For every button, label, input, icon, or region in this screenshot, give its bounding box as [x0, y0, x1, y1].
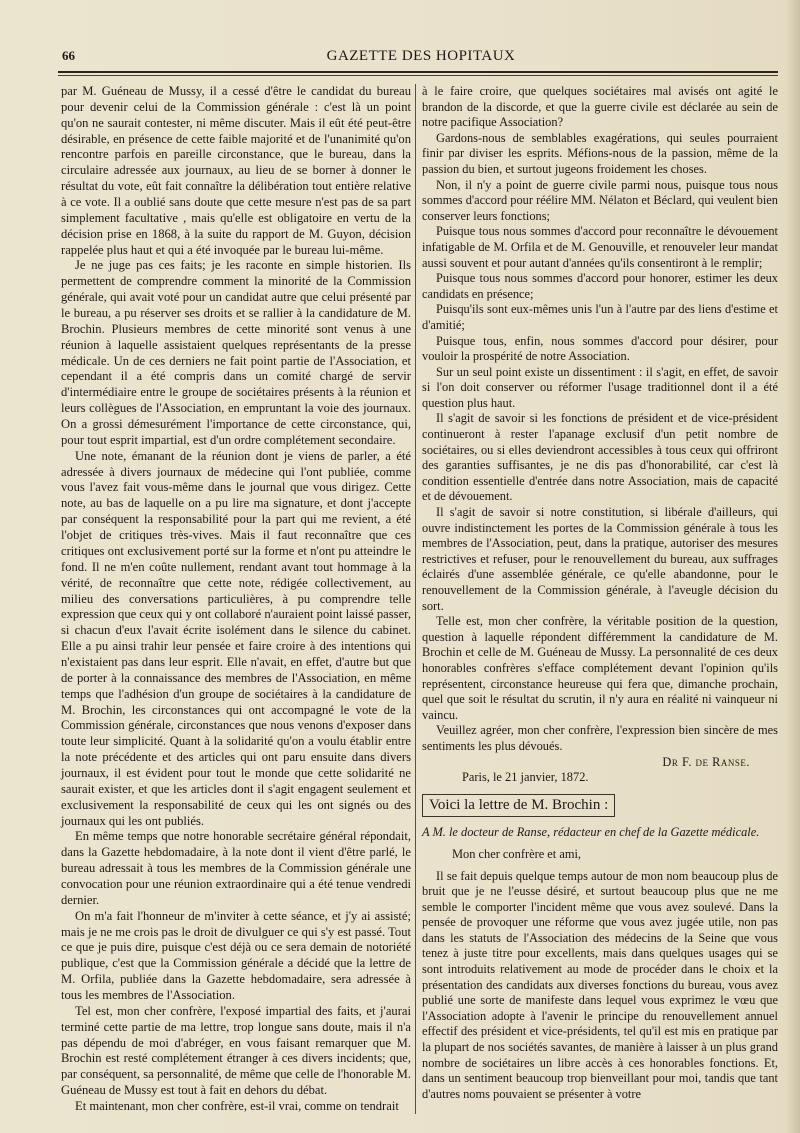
right-column — [422, 84, 778, 1102]
left-column — [61, 84, 411, 1115]
paragraph: par M. Guéneau de Mussy, il a cessé d'être le candidat du bureau pour devenir celui de la Commission générale : c'est là un point qu'on ne saurait contester, ni même discuter. Mais il eût été peut-être désirable, en présence de cette faible majorité et de l'unanimité qu'on rencontre parfois en pareille circonstance, que le bureau, dans la circulaire adressée aux journaux, au lieu de se borner à donner le résultat du vote, eût fait connaître la délibération tout entière relative à ce vote. Il a oublié sans doute que cette mesure n'est pas de sa part simplement facultative , mais qu'elle est obligatoire en vertu de la décision prise en 1868, à la suite du rapport de M. Guyon, décision rappelée plus haut et qui a été invoquée par le bureau lui-même. — [61, 84, 411, 257]
dateline: Paris, le 21 janvier, 1872. — [462, 770, 589, 785]
paragraph: Veuillez agréer, mon cher confrère, l'expression bien sincère de mes sentiments les plus dévoués. — [422, 723, 778, 753]
paragraph: Telle est, mon cher confrère, la véritable position de la question, question à laquelle répondent différemment la candidature de M. Brochin et celle de M. Guéneau de Mussy. La personnalité de ces deux honorables confrères s'efface complétement devant l'opinion qu'ils représentent, circonstance heureuse qui fera que, dimanche prochain, quel que soit le résultat du scrutin, il n'y aura en réalité ni vainqueur ni vaincu. — [422, 614, 778, 722]
letter-heading: Voici la lettre de M. Brochin : — [422, 794, 615, 818]
paragraph: Il se fait depuis quelque temps autour de mon nom beaucoup plus de bruit que je ne l'eusse désiré, et surtout beaucoup plus que ne me semble le comporter l'incident même que vous avez soulevé. Dans la pensée de provoquer une réforme que vous avez jugée utile, non pas dans les statuts de l'Association des médecins de la Seine que vous tenez à juste titre pour excellents, mais dans quelques usages qui se sont introduits relativement au mode de procéder dans le choix et la présentation des candidats aux diverses fonctions du bureau, vous avez publié une sorte de manifeste dans lequel vous exprimez le vœu que l'Association adopte à l'avenir le principe du renouvellement annuel effectif des président et vice-présidents, tel qu'il est mis en pratique par la plupart de nos sociétés savantes, de manière à laisser à un plus grand nombre de sociétaires un libre accès à ces honorables fonctions. Et, dans un sentiment beaucoup trop bienveillant pour moi, tandis que tant d'autres noms pouvaient se présenter à votre — [422, 868, 778, 1101]
page-number: 66 — [62, 48, 75, 63]
paragraph: Je ne juge pas ces faits; je les raconte en simple historien. Ils permettent de comprendre comment la minorité de la Commission générale, qui avait voté pour un candidat autre que celui présenté par le bureau, a pu réserver ses droits et se rallier à la candidature de M. Brochin. Plusieurs membres de cette minorité sont venus à une réunion à laquelle assistaient quelques représentants de la presse médicale. Un de ces derniers ne fait point partie de l'Association, et cependant il a été compris dans un comité chargé de servir d'intermédiaire entre le groupe de sociétaires présents à la réunion et leurs collègues de l'Association, en empruntant la voie des journaux. On a grossi démesurément l'importance de cette circonstance, qui, pour tout esprit impartial, est d'un ordre complétement secondaire. — [61, 258, 411, 447]
header-rule-thin — [58, 75, 778, 76]
signature-name: Dr F. de Ranse. — [662, 754, 750, 769]
paragraph: Sur un seul point existe un dissentiment : il s'agit, en effet, de savoir si l'on doit conserver ou réformer l'usage traditionnel dont il a été question plus haut. — [422, 364, 778, 410]
paragraph: Puisque tous, enfin, nous sommes d'accord pour désirer, pour vouloir la prospérité de notre Association. — [422, 333, 778, 364]
paragraph: Une note, émanant de la réunion dont je viens de parler, a été adressée à divers journaux de médecine qui l'ont publiée, comme vous l'avez fait vous-même dans le journal que vous dirigez. Cette note, au bas de laquelle on a pu lire ma signature, et dont j'accepte par conséquent la responsabilité pour la part qui me revient, a été l'objet de critiques très-vives. Mais il faut reconnaître que ces critiques ont exclusivement porté sur la forme et n'ont pu atteindre le fond. Il ne m'en coûte nullement, rendant avant tout hommage à la vérité, de reconnaître que cette note, rédigée collectivement, au milieu des conversations particulières, à pu comprendre telle expression que ceux qui y ont collaboré n'auraient point laissé passer, si chacun d'eux l'avait écrite isolément dans le silence du cabinet. Elle a pu ainsi trahir leur pensée et faire croire à des intentions qui n'existaient pas dans leur esprit. Elle n'avait, en effet, d'autre but que de porter à la connaissance des membres de l'Association, en même temps que l'adhésion d'un groupe de sociétaires à la candidature de M. Brochin, les circonstances qui ont accompagné le vote de la Commission générale, circonstances que nous venons d'exposer dans toute leur simplicité. Quant à la solidarité qu'on a voulu établir entre la note précédente et des articles qui ont paru ensuite dans divers journaux, il est évident pour tout le monde que cette solidarité ne saurait exister, et que les articles dont il s'agit engagent seulement et exclusivement la responsabilité de ceux qui les ont signés ou des journaux qui les ont publiés. — [61, 448, 411, 828]
column-divider — [415, 84, 416, 1114]
paragraph: En même temps que notre honorable secrétaire général répondait, dans la Gazette hebdomadaire, à la note dont il vient d'être parlé, le bureau adressait à tous les membres de la Commission générale une convocation pour une réunion extraordinaire qui a été tenue vendredi dernier. — [61, 829, 411, 907]
paragraph: à le faire croire, que quelques sociétaires mal avisés ont agité le brandon de la discorde, et que la guerre civile est déclarée au sein de notre pacifique Association? — [422, 84, 778, 130]
running-head: GAZETTE DES HOPITAUX — [326, 48, 516, 64]
paragraph: Puisque tous nous sommes d'accord pour reconnaître le dévouement infatigable de M. Orfila et de M. Genouville, et renouveler leur mandat aussi souvent et pour autant d'années qu'ils consentiront à le remplir; — [422, 224, 778, 270]
page-header — [62, 48, 780, 68]
letter-address: A M. le docteur de Ranse, rédacteur en chef de la Gazette médicale. — [422, 825, 760, 840]
header-rule — [58, 71, 778, 73]
signature — [422, 755, 778, 771]
page-edge-shadow — [786, 0, 800, 1133]
paragraph: Puisque tous nous sommes d'accord pour honorer, estimer les deux candidats en présence; — [422, 271, 778, 301]
paragraph: Non, il n'y a point de guerre civile parmi nous, puisque tous nous sommes d'accord pour réélire MM. Nélaton et Béclard, qui veulent bien conserver leurs fonctions; — [422, 177, 778, 223]
paragraph: Il s'agit de savoir si les fonctions de président et de vice-président continueront à rester l'apanage exclusif d'un petit nombre de sociétaires, ou si elles deviendront accessibles à tous ceux qui offriront des garanties suffisantes, je ne dis pas d'honorabilité, car c'est là condition essentielle d'entrée dans notre Association, mais de capacité et de dévouement. — [422, 411, 778, 504]
letter-heading-wrap — [422, 786, 778, 826]
paragraph: Et maintenant, mon cher confrère, est-il vrai, comme on tendrait — [75, 1099, 399, 1113]
paragraph: On m'a fait l'honneur de m'inviter à cette séance, et j'y ai assisté; mais je ne me crois pas le droit de divulguer ce qui s'y est passé. Tout ce que je puis dire, puisque c'est déjà ou ce sera demain de notoriété publique, c'est que la Commission générale a décidé que la lettre de M. Orfila, publiée dans la Gazette hebdomadaire, sera adressée à tous les membres de l'Association. — [61, 908, 411, 1002]
paragraph: Gardons-nous de semblables exagérations, qui seules pourraient finir par diviser les esprits. Méfions-nous de la passion, même de la passion du bien, et surtout jugeons froidement les choses. — [422, 130, 778, 176]
paragraph: Puisqu'ils sont eux-mêmes unis l'un à l'autre par des liens d'estime et d'amitié; — [422, 302, 778, 332]
salutation: Mon cher confrère et ami, — [452, 846, 582, 861]
paragraph: Il s'agit de savoir si notre constitution, si libérale d'ailleurs, qui ouvre indistinctement les portes de la Commission générale à tous les membres de l'Association, peut, dans la pratique, autoriser des mesures restrictives et refuser, pour le renouvellement du bureau, aux suffrages éclairés d'une assemblée générale, ce qu'elle abandonne, pour le renouvellement de la Commission générale, à l'aveugle décision du sort. — [422, 505, 778, 613]
paragraph: Tel est, mon cher confrère, l'exposé impartial des faits, et j'aurai terminé cette partie de ma lettre, trop longue sans doute, mais il n'a pas dépendu de moi d'abréger, en vous faisant remarquer que M. Brochin est resté complétement étranger à ces divers incidents; que, par conséquent, sa personnalité, de même que celle de l'honorable M. Guéneau de Mussy est tout à fait en dehors du débat. — [61, 1003, 411, 1098]
